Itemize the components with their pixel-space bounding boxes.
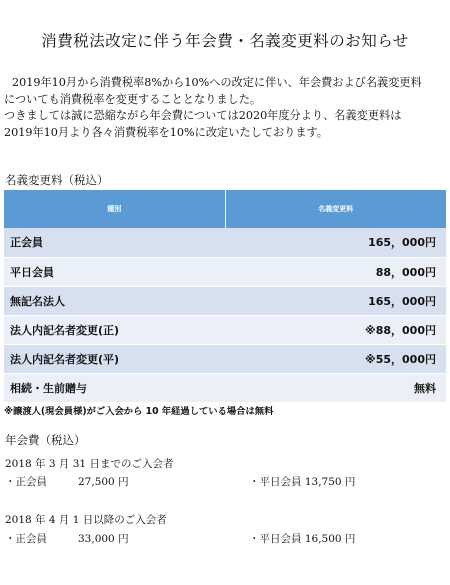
intro-text (4, 75, 448, 141)
table-note: ※譲渡人(現会員様)がご入会から 10 年経過している場合は無料 (4, 406, 274, 417)
regular-member-fee (5, 474, 129, 489)
intro-line: 2019年10月より各々消費税率を10%に改定いたしております。 (4, 125, 328, 139)
row-fee: 無料 (225, 373, 446, 402)
row-fee: 165，000円 (225, 286, 446, 315)
transfer-fee-table (4, 190, 446, 403)
row-type: 無記名法人 (4, 286, 225, 315)
intro-line: についても消費税率を変更することとなりました。 (4, 92, 262, 106)
table-row (4, 257, 446, 286)
regular-member-fee (5, 531, 129, 546)
fee-label: ・正会員 (5, 476, 47, 488)
fee-label: ・正会員 (5, 533, 47, 545)
table-row (4, 344, 446, 373)
table-row (4, 228, 446, 257)
row-type: 相続・生前贈与 (4, 373, 225, 402)
transfer-fee-title: 名義変更料（税込） (5, 173, 109, 187)
header-fee: 名義変更料 (225, 190, 446, 228)
group-heading: 2018 年 3 月 31 日までのご入会者 (5, 458, 174, 470)
row-type: 法人内記名者変更(正) (4, 315, 225, 344)
table-row (4, 373, 446, 402)
row-fee: 165，000円 (225, 228, 446, 257)
table-row (4, 286, 446, 315)
intro-line: つきましては誠に恐縮ながら年会費については2020年度分より、名義変更料は (4, 109, 402, 122)
table-header-row (4, 190, 446, 228)
group-heading: 2018 年 4 月 1 日以降のご入会者 (5, 514, 167, 526)
row-type: 正会員 (4, 228, 225, 257)
fee-amount: 27,500 円 (78, 476, 129, 488)
annual-fee-title: 年会費（税込） (5, 433, 86, 447)
row-type: 法人内記名者変更(平) (4, 344, 225, 373)
intro-line: 2019年10月から消費税率8%から10%への改定に伴い、年会費および名義変更料 (12, 76, 422, 89)
fee-amount: 33,000 円 (78, 533, 129, 545)
row-type: 平日会員 (4, 257, 225, 286)
row-fee: ※55，000円 (225, 344, 446, 373)
table-row (4, 315, 446, 344)
weekday-member-fee: ・平日会員 16,500 円 (249, 533, 356, 545)
page-title: 消費税法改定に伴う年会費・名義変更料のお知らせ (41, 32, 409, 50)
row-fee: ※88，000円 (225, 315, 446, 344)
weekday-member-fee: ・平日会員 13,750 円 (249, 476, 356, 488)
header-type: 種別 (4, 190, 225, 228)
row-fee: 88，000円 (225, 257, 446, 286)
